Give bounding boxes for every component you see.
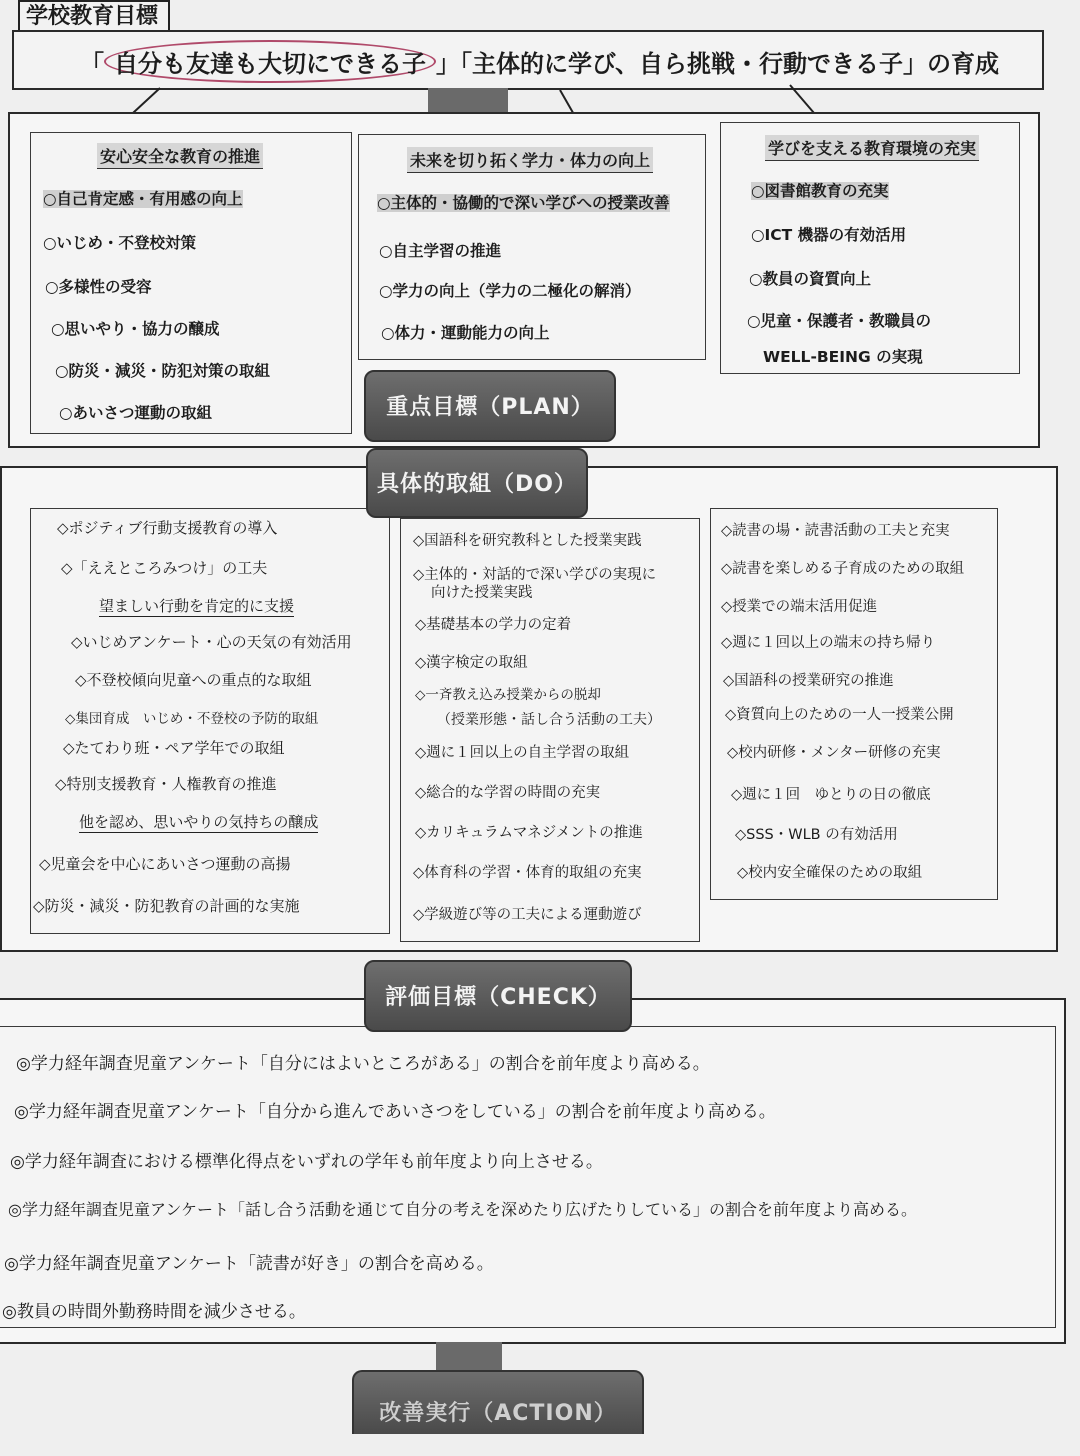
check-stage-label: 評価目標（CHECK）	[364, 960, 632, 1032]
plan-column-1	[30, 132, 352, 434]
do-item: ◇資質向上のための一人一授業公開	[725, 707, 954, 723]
do-item: 望ましい行動を肯定的に支援	[99, 597, 295, 615]
do-item: ◇集団育成 いじめ・不登校の予防的取組	[65, 711, 319, 727]
do-item: ◇校内研修・メンター研修の充実	[727, 745, 941, 761]
check-list-box	[0, 1026, 1056, 1328]
do-item: ◇SSS・WLB の有効活用	[735, 827, 898, 843]
do-item: （授業形態・話し合う活動の工夫）	[437, 712, 661, 728]
check-item: ◎学力経年調査児童アンケート「自分から進んであいさつをしている」の割合を前年度より高める。	[14, 1102, 776, 1122]
check-item: ◎学力経年調査児童アンケート「話し合う活動を通じて自分の考えを深めたり広げたりしている」の割合を前年度より高める。	[8, 1200, 918, 1219]
goal-rest-text: 「主体的に学び、自ら挑戦・行動できる子」の育成	[460, 50, 1000, 78]
do-item: ◇学級遊び等の工夫による運動遊び	[413, 907, 642, 923]
plan-stage-label: 重点目標（PLAN）	[364, 370, 616, 442]
do-item: ◇ポジティブ行動支援教育の導入	[57, 519, 278, 537]
plan-item: ○思いやり・協力の醸成	[51, 320, 220, 338]
plan-item: ○教員の資質向上	[749, 270, 872, 288]
do-item: 他を認め、思いやりの気持ちの醸成	[79, 813, 319, 831]
plan-item: ○主体的・協働的で深い学びへの授業改善	[377, 194, 670, 212]
do-item: ◇主体的・対話的で深い学びの実現に	[413, 567, 657, 583]
check-item: ◎学力経年調査児童アンケート「読書が好き」の割合を高める。	[4, 1254, 494, 1274]
do-item: ◇特別支援教育・人権教育の推進	[55, 775, 277, 793]
goal-circled-text: 自分も友達も大切にできる子	[104, 40, 436, 83]
plan-item: ○児童・保護者・教職員の	[747, 312, 932, 330]
do-item: ◇「ええところみつけ」の工夫	[61, 559, 268, 577]
do-item: ◇校内安全確保のための取組	[737, 865, 923, 881]
school-goal-text	[80, 40, 1020, 80]
do-item: ◇不登校傾向児童への重点的な取組	[75, 671, 312, 689]
do-column-3	[710, 508, 998, 900]
plan-item: ○自己肯定感・有用感の向上	[43, 190, 243, 208]
do-item: ◇週に１回以上の自主学習の取組	[415, 745, 630, 761]
do-item: ◇児童会を中心にあいさつ運動の高揚	[39, 855, 291, 873]
plan-item: ○いじめ・不登校対策	[43, 234, 197, 252]
plan-item: ○自主学習の推進	[379, 242, 502, 260]
do-item: ◇週に１回 ゆとりの日の徹底	[731, 787, 931, 803]
do-item: ◇国語科の授業研究の推進	[723, 673, 894, 689]
plan-column-3	[720, 122, 1020, 374]
goal-open-bracket: 「	[80, 50, 104, 78]
do-item: ◇いじめアンケート・心の天気の有効活用	[71, 633, 352, 651]
plan-item: ○ICT 機器の有効活用	[751, 226, 907, 244]
do-item: ◇たてわり班・ペア学年での取組	[63, 739, 285, 757]
do-item: ◇体育科の学習・体育的取組の充実	[413, 865, 642, 881]
do-item: ◇カリキュラムマネジメントの推進	[415, 825, 643, 841]
plan-column-heading: 学びを支える教育環境の充実	[765, 135, 979, 161]
do-item: ◇国語科を研究教科とした授業実践	[413, 533, 642, 549]
action-stage-label: 改善実行（ACTION）	[352, 1370, 644, 1434]
do-item: ◇総合的な学習の時間の充実	[415, 785, 601, 801]
plan-item: ○学力の向上（学力の二極化の解消）	[379, 282, 641, 300]
plan-column-2	[358, 134, 706, 360]
do-column-2	[400, 518, 700, 942]
do-column-1	[30, 508, 390, 934]
check-item: ◎教員の時間外勤務時間を減少させる。	[2, 1302, 306, 1322]
do-item: ◇読書を楽しめる子育成のための取組	[721, 561, 965, 577]
plan-item: ○図書館教育の充実	[751, 182, 889, 200]
do-item: ◇防災・減災・防犯教育の計画的な実施	[33, 897, 300, 915]
check-item: ◎学力経年調査児童アンケート「自分にはよいところがある」の割合を前年度より高める。	[16, 1054, 710, 1074]
plan-item: ○防災・減災・防犯対策の取組	[55, 362, 271, 380]
plan-item: WELL-BEING の実現	[763, 348, 923, 366]
goal-close-bracket: 」	[436, 50, 460, 78]
page-title: 学校教育目標	[18, 0, 170, 32]
connector-bottom	[436, 1342, 502, 1372]
plan-item: ○多様性の受容	[45, 278, 152, 296]
do-item: ◇授業での端末活用促進	[721, 599, 878, 615]
plan-column-heading: 未来を切り拓く学力・体力の向上	[407, 147, 653, 173]
do-item: ◇週に１回以上の端末の持ち帰り	[721, 635, 936, 651]
do-item: ◇読書の場・読書活動の工夫と充実	[721, 523, 950, 539]
plan-item: ○体力・運動能力の向上	[381, 324, 550, 342]
do-item: 向けた授業実践	[431, 585, 533, 601]
do-item: ◇漢字検定の取組	[415, 655, 528, 671]
do-item: ◇一斉教え込み授業からの脱却	[415, 687, 601, 703]
plan-item: ○あいさつ運動の取組	[59, 404, 213, 422]
do-item: ◇基礎基本の学力の定着	[415, 617, 572, 633]
do-stage-label: 具体的取組（DO）	[366, 448, 588, 518]
check-item: ◎学力経年調査における標準化得点をいずれの学年も前年度より向上させる。	[10, 1152, 603, 1172]
plan-column-heading: 安心安全な教育の推進	[97, 143, 263, 169]
